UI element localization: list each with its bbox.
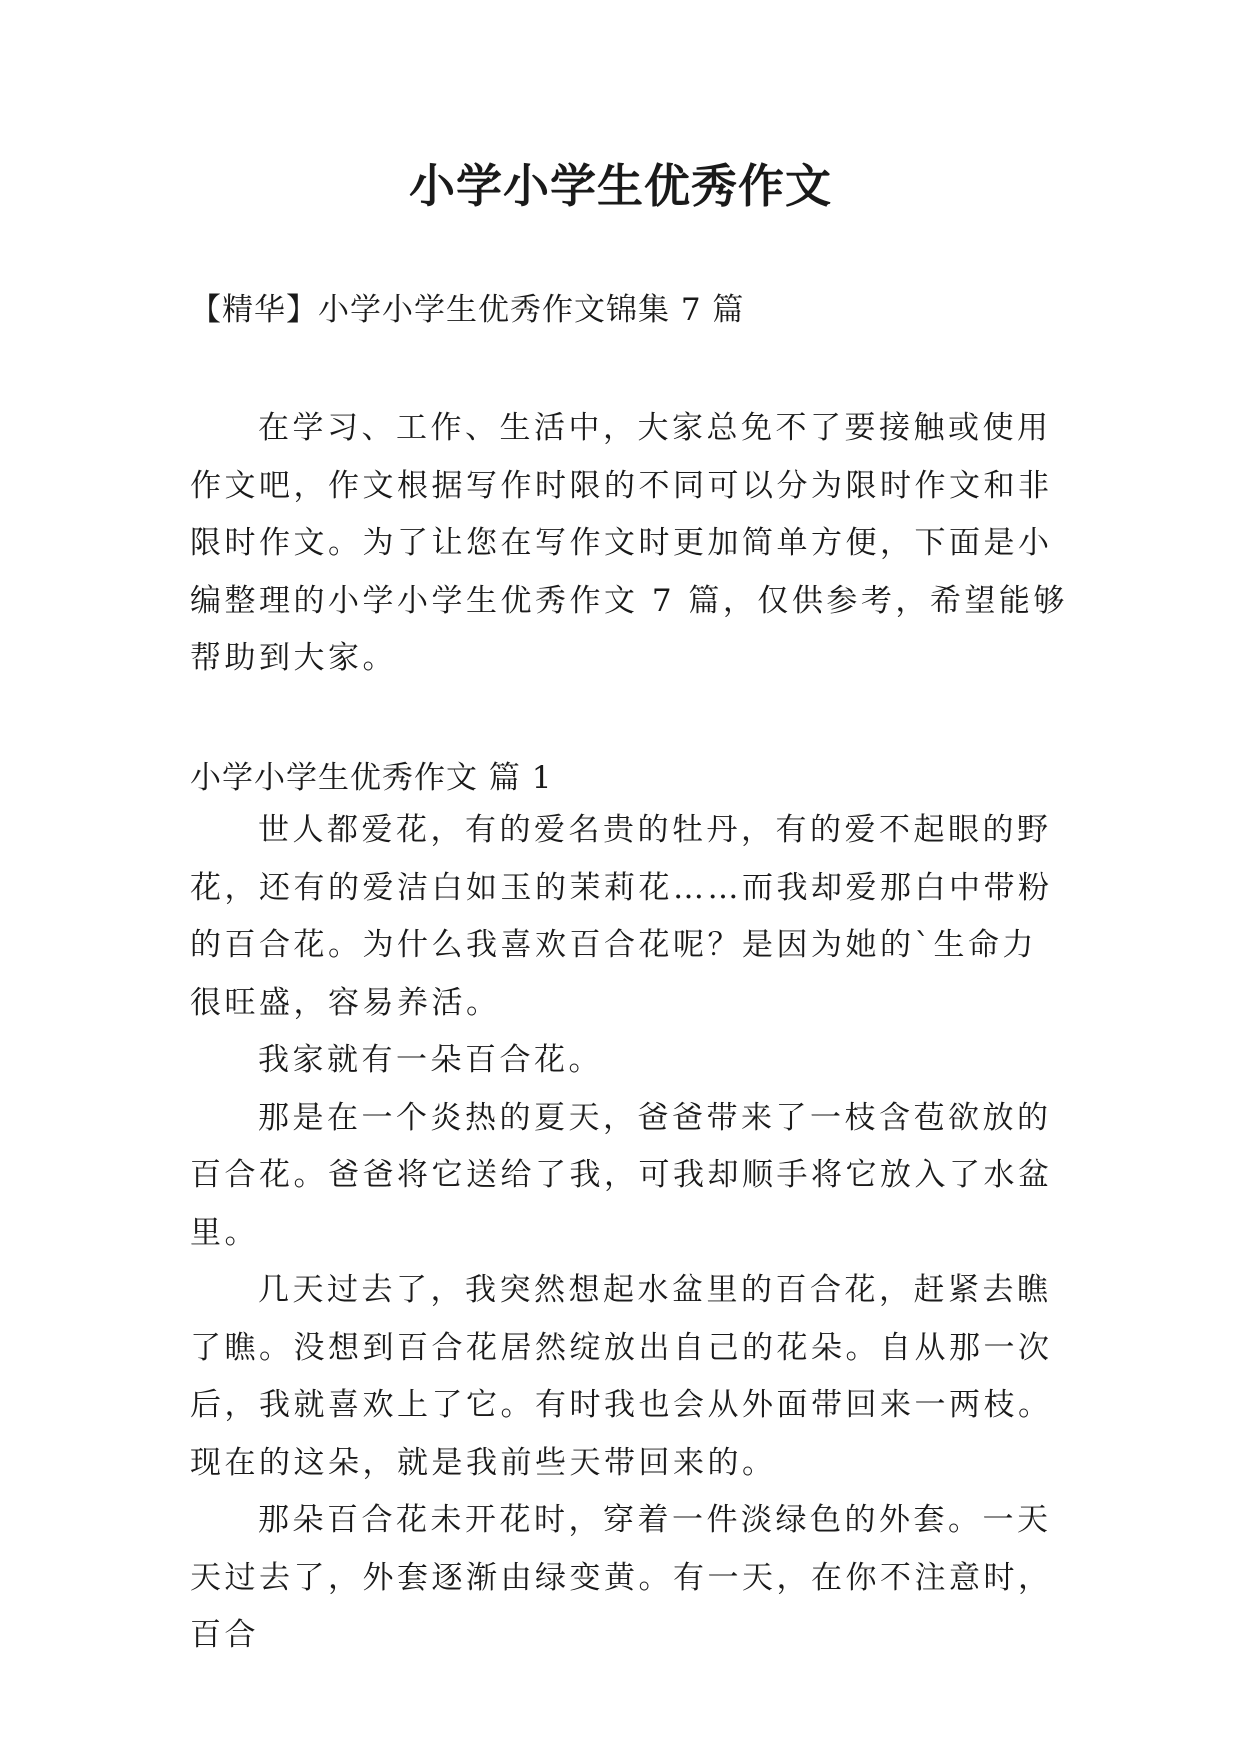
document-title: 小学小学生优秀作文 xyxy=(409,159,832,213)
essay-paragraph: 我家就有一朵百合花。 xyxy=(258,1042,603,1078)
essay-body xyxy=(190,802,1070,1665)
intro-paragraph: 在学习、工作、生活中，大家总免不了要接触或使用作文吧，作文根据写作时限的不同可以分为限时作文和非限时作文。为了让您在写作文时更加简单方便，下面是小编整理的小学小学生优秀作文 7 篇，仅供参考，希望能够帮助到大家。 xyxy=(190,410,1068,676)
essay-paragraph: 几天过去了，我突然想起水盆里的百合花，赶紧去瞧了瞧。没想到百合花居然绽放出自己的花朵。自从那一次后，我就喜欢上了它。有时我也会从外面带回来一两枝。现在的这朵，就是我前些天带回来的。 xyxy=(190,1272,1053,1481)
essay-paragraph: 世人都爱花，有的爱名贵的牡丹，有的爱不起眼的野花，还有的爱洁白如玉的茉莉花……而我却爱那白中带粉的百合花。为什么我喜欢百合花呢？是因为她的`生命力很旺盛，容易养活。 xyxy=(190,812,1053,1021)
section-title: 小学小学生优秀作文 篇 1 xyxy=(190,760,553,796)
document-subtitle: 【精华】小学小学生优秀作文锦集 7 篇 xyxy=(190,292,745,328)
essay-paragraph: 那朵百合花未开花时，穿着一件淡绿色的外套。一天天过去了，外套逐渐由绿变黄。有一天，在你不注意时，百合 xyxy=(190,1502,1053,1653)
intro-block xyxy=(190,400,1070,688)
essay-paragraph: 那是在一个炎热的夏天，爸爸带来了一枝含苞欲放的百合花。爸爸将它送给了我，可我却顺手将它放入了水盆里。 xyxy=(190,1099,1053,1251)
